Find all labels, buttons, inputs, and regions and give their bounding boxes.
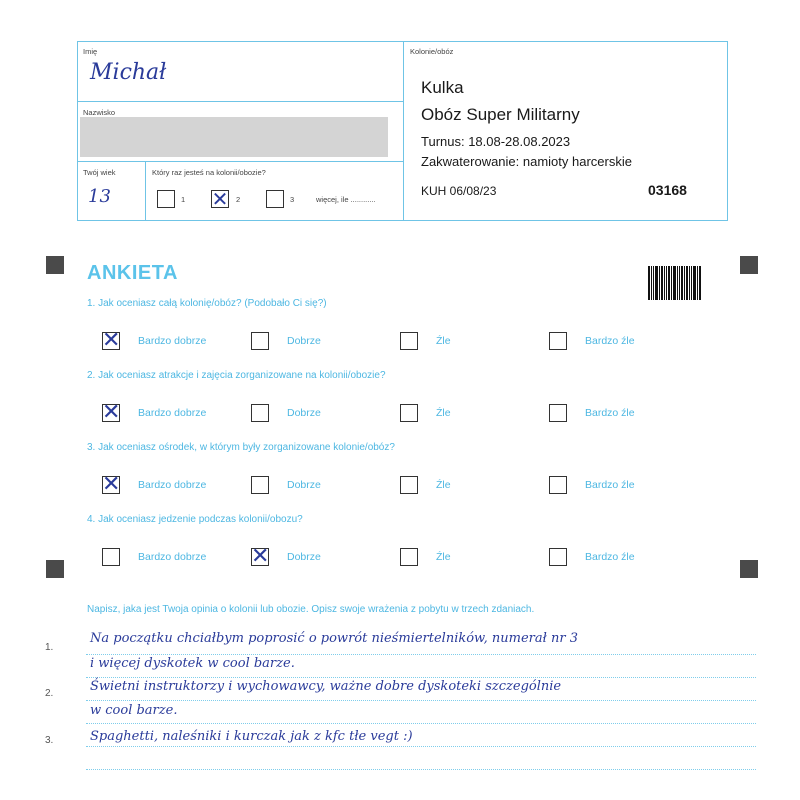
camp-label: Kolonie/obóz bbox=[410, 47, 454, 56]
writing-line bbox=[86, 654, 756, 655]
rating-checkbox[interactable] bbox=[251, 544, 270, 569]
rating-option-label: Źle bbox=[436, 479, 451, 491]
writing-line bbox=[86, 769, 756, 770]
opinion-text[interactable]: Świetni instruktorzy i wychowawcy, ważne dobre dyskoteki szczególnie bbox=[90, 679, 562, 694]
rating-option-label: Źle bbox=[436, 407, 451, 419]
rating-option-label: Dobrze bbox=[287, 407, 321, 419]
check-mark-icon: ✕ bbox=[102, 472, 121, 497]
opinion-prompt: Napisz, jaka jest Twoja opinia o kolonii lub obozie. Opisz swoje wrażenia z pobytu w trzech zdaniach. bbox=[87, 604, 535, 615]
barcode bbox=[648, 266, 702, 300]
writing-line bbox=[86, 723, 756, 724]
rating-option-label: Bardzo dobrze bbox=[138, 335, 207, 347]
header-divider bbox=[77, 161, 403, 162]
opinion-text[interactable]: w cool barze. bbox=[90, 703, 178, 718]
question-text: 4. Jak oceniasz jedzenie podczas kolonii/obozu? bbox=[87, 514, 303, 525]
header-divider bbox=[77, 101, 403, 102]
rating-checkbox[interactable] bbox=[400, 476, 418, 494]
check-mark-icon: ✕ bbox=[251, 544, 270, 569]
rating-option-label: Bardzo dobrze bbox=[138, 551, 207, 563]
rating-option-label: Bardzo źle bbox=[585, 551, 635, 563]
surname-redaction bbox=[80, 117, 388, 157]
question-text: 3. Jak oceniasz ośrodek, w którym były zorganizowane kolonie/obóz? bbox=[87, 442, 395, 453]
rating-option-label: Bardzo źle bbox=[585, 407, 635, 419]
times-checkbox-3[interactable] bbox=[266, 190, 284, 208]
times-option-label: 3 bbox=[290, 195, 295, 204]
times-label: Który raz jesteś na kolonii/obozie? bbox=[152, 168, 266, 177]
writing-line bbox=[86, 677, 756, 678]
turnus-info: Turnus: 18.08-28.08.2023 bbox=[421, 134, 571, 149]
age-value[interactable]: 13 bbox=[88, 186, 111, 207]
times-checkbox-2[interactable] bbox=[211, 187, 229, 211]
writing-line bbox=[86, 700, 756, 701]
times-more-label: więcej, ile ............ bbox=[316, 195, 376, 204]
writing-line bbox=[86, 746, 756, 747]
check-mark-icon: ✕ bbox=[102, 400, 121, 425]
check-mark-icon: ✕ bbox=[102, 328, 121, 353]
registration-marker bbox=[740, 560, 758, 578]
times-option-label: 2 bbox=[236, 195, 241, 204]
rating-checkbox[interactable] bbox=[549, 404, 567, 422]
times-checkbox-1[interactable] bbox=[157, 190, 175, 208]
accommodation-info: Zakwaterowanie: namioty harcerskie bbox=[421, 154, 632, 169]
camp-type: Obóz Super Militarny bbox=[421, 105, 580, 124]
opinion-text[interactable]: Spaghetti, naleśniki i kurczak jak z kfc tłe vegt :) bbox=[90, 729, 413, 744]
question-text: 2. Jak oceniasz atrakcje i zajęcia zorganizowane na kolonii/obozie? bbox=[87, 370, 386, 381]
rating-option-label: Bardzo źle bbox=[585, 335, 635, 347]
rating-checkbox[interactable] bbox=[102, 328, 121, 353]
rating-checkbox[interactable] bbox=[251, 332, 269, 350]
rating-option-label: Bardzo dobrze bbox=[138, 407, 207, 419]
age-label: Twój wiek bbox=[83, 168, 116, 177]
question-text: 1. Jak oceniasz całą kolonię/obóz? (Podobało Ci się?) bbox=[87, 298, 327, 309]
rating-option-label: Źle bbox=[436, 335, 451, 347]
rating-option-label: Źle bbox=[436, 551, 451, 563]
times-option-label: 1 bbox=[181, 195, 186, 204]
rating-checkbox[interactable] bbox=[549, 476, 567, 494]
name-value[interactable]: Michał bbox=[90, 60, 167, 85]
rating-option-label: Bardzo dobrze bbox=[138, 479, 207, 491]
rating-checkbox[interactable] bbox=[400, 332, 418, 350]
line-number: 2. bbox=[45, 688, 54, 699]
rating-checkbox[interactable] bbox=[102, 548, 120, 566]
rating-option-label: Dobrze bbox=[287, 335, 321, 347]
registration-marker bbox=[46, 560, 64, 578]
name-label: Imię bbox=[83, 47, 98, 56]
camp-code: KUH 06/08/23 bbox=[421, 184, 497, 198]
rating-checkbox[interactable] bbox=[102, 472, 121, 497]
registration-marker bbox=[46, 256, 64, 274]
opinion-text[interactable]: Na początku chciałbym poprosić o powrót nieśmiertelników, numerał nr 3 bbox=[90, 631, 578, 646]
header-divider bbox=[145, 161, 146, 221]
rating-checkbox[interactable] bbox=[549, 332, 567, 350]
rating-checkbox[interactable] bbox=[251, 404, 269, 422]
surname-label: Nazwisko bbox=[83, 108, 116, 117]
rating-checkbox[interactable] bbox=[102, 400, 121, 425]
line-number: 1. bbox=[45, 642, 54, 653]
rating-checkbox[interactable] bbox=[400, 548, 418, 566]
opinion-text[interactable]: i więcej dyskotek w cool barze. bbox=[90, 656, 295, 671]
rating-option-label: Dobrze bbox=[287, 479, 321, 491]
check-mark-icon: ✕ bbox=[211, 187, 229, 211]
line-number: 3. bbox=[45, 735, 54, 746]
rating-checkbox[interactable] bbox=[549, 548, 567, 566]
camp-name: Kulka bbox=[421, 78, 464, 97]
survey-title: ANKIETA bbox=[87, 262, 178, 284]
rating-checkbox[interactable] bbox=[251, 476, 269, 494]
rating-option-label: Dobrze bbox=[287, 551, 321, 563]
registration-marker bbox=[740, 256, 758, 274]
form-number: 03168 bbox=[648, 182, 687, 198]
rating-checkbox[interactable] bbox=[400, 404, 418, 422]
rating-option-label: Bardzo źle bbox=[585, 479, 635, 491]
header-divider bbox=[403, 41, 404, 221]
